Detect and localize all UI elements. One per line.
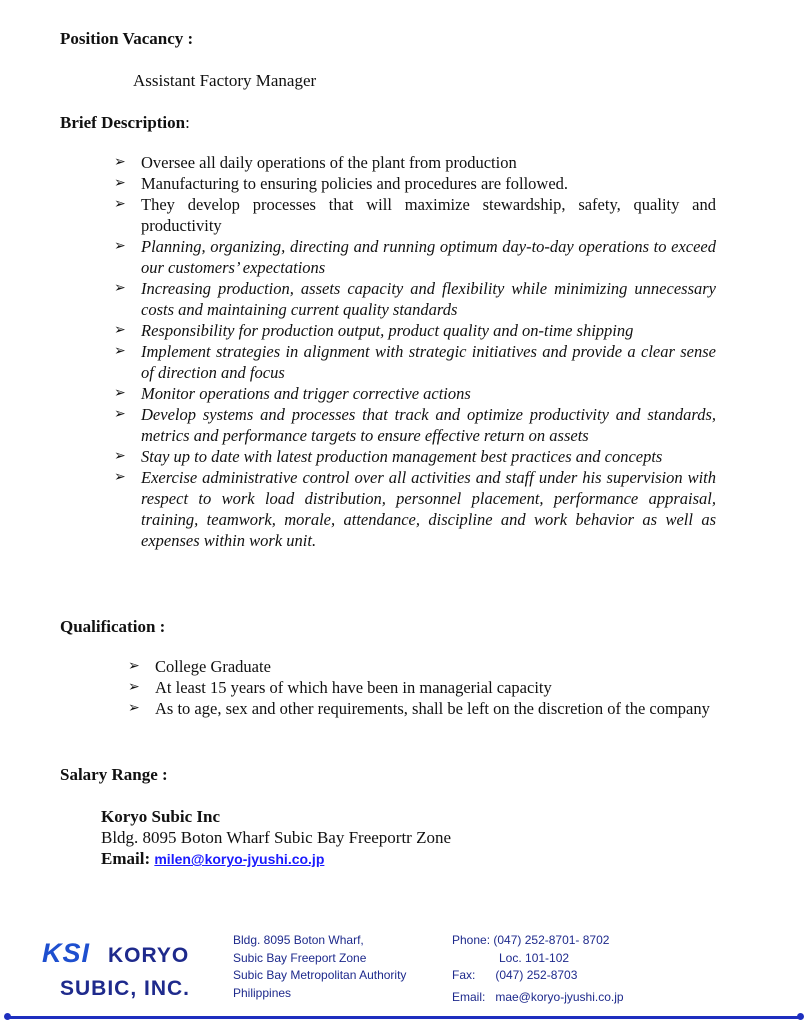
description-item-text: Oversee all daily operations of the plant from production [141, 153, 517, 172]
arrow-bullet-icon: ➢ [114, 385, 126, 401]
logo-subic-text: SUBIC, INC. [60, 977, 191, 1000]
arrow-bullet-icon: ➢ [114, 448, 126, 464]
arrow-bullet-icon: ➢ [128, 700, 140, 716]
position-vacancy-heading: Position Vacancy : [60, 29, 194, 48]
description-item [114, 341, 716, 383]
company-name: Koryo Subic Inc [101, 807, 221, 826]
qualification-item-text: College Graduate [155, 657, 271, 676]
arrow-bullet-icon: ➢ [114, 406, 126, 422]
arrow-bullet-icon: ➢ [114, 196, 126, 212]
arrow-bullet-icon: ➢ [114, 322, 126, 338]
company-contact-block [101, 806, 451, 870]
footer-rule-dot-left [4, 1013, 11, 1020]
footer-rule [8, 1016, 800, 1019]
salary-range-heading: Salary Range : [60, 765, 168, 784]
logo-koryo-text: KORYO [108, 944, 190, 967]
qualification-item [128, 698, 716, 719]
arrow-bullet-icon: ➢ [114, 280, 126, 296]
description-item-text: Increasing production, assets capacity and flexibility while minimizing unnecessary costs and maintaining current quality standards [141, 279, 716, 319]
brief-description-label: Brief Description [60, 113, 186, 132]
description-item [114, 383, 716, 404]
footer-email[interactable]: Email: mae@koryo-jyushi.co.jp [452, 989, 624, 1004]
arrow-bullet-icon: ➢ [114, 175, 126, 191]
description-item-text: Stay up to date with latest production management best practices and concepts [141, 447, 663, 466]
description-item [114, 278, 716, 320]
description-item [114, 152, 716, 173]
qualification-item-text: As to age, sex and other requirements, shall be left on the discretion of the company [155, 699, 710, 718]
company-email-line [101, 848, 451, 870]
footer-rule-dot-right [797, 1013, 804, 1020]
footer-address-line: Subic Bay Freeport Zone [233, 950, 367, 965]
description-item [114, 236, 716, 278]
arrow-bullet-icon: ➢ [128, 658, 140, 674]
description-item [114, 320, 716, 341]
brief-description-heading [60, 113, 190, 133]
company-email-label: Email: [101, 849, 151, 868]
description-item-text: Develop systems and processes that track and optimize productivity and standards, metrics and performance targets to ensure effective return on assets [141, 405, 716, 445]
description-item-text: They develop processes that will maximize stewardship, safety, quality and productivity [141, 195, 716, 235]
description-item [114, 173, 716, 194]
qualification-item [128, 677, 716, 698]
footer-address-line: Bldg. 8095 Boton Wharf, [233, 933, 364, 947]
position-title: Assistant Factory Manager [133, 71, 317, 90]
company-email-link[interactable]: milen@koryo-jyushi.co.jp [154, 851, 325, 867]
footer-fax: Fax: (047) 252-8703 [452, 968, 578, 982]
description-item [114, 467, 716, 551]
qualification-item [128, 656, 716, 677]
description-item-text: Responsibility for production output, product quality and on-time shipping [141, 321, 634, 340]
description-item-text: Monitor operations and trigger corrective actions [141, 384, 471, 403]
footer-address-line: Subic Bay Metropolitan Authority [233, 968, 407, 982]
footer-address-line: Philippines [233, 985, 292, 1000]
company-address: Bldg. 8095 Boton Wharf Subic Bay Freeportr Zone [101, 828, 452, 847]
arrow-bullet-icon: ➢ [128, 679, 140, 695]
qualification-item-text: At least 15 years of which have been in managerial capacity [155, 678, 552, 697]
brief-description-colon: : [185, 113, 190, 132]
qualification-heading: Qualification : [60, 617, 166, 636]
description-item-text: Exercise administrative control over all activities and staff under his supervision with respect to work load distribution, personnel placement, performance appraisal, training, teamwork, morale, attendance, discipline and work behavior as well as expenses within work unit. [141, 468, 716, 550]
description-item [114, 446, 716, 467]
arrow-bullet-icon: ➢ [114, 469, 126, 485]
description-item-text: Planning, organizing, directing and running optimum day-to-day operations to exceed our customers’ expectations [141, 237, 716, 277]
arrow-bullet-icon: ➢ [114, 154, 126, 170]
description-item-text: Manufacturing to ensuring policies and procedures are followed. [141, 174, 569, 193]
arrow-bullet-icon: ➢ [114, 238, 126, 254]
description-item [114, 404, 716, 446]
company-logo [42, 938, 189, 969]
qualification-list [128, 656, 716, 719]
description-item-text: Implement strategies in alignment with strategic initiatives and provide a clear sense of direction and focus [141, 342, 716, 382]
footer-phone: Phone: (047) 252-8701- 8702 [452, 933, 610, 947]
description-list [114, 152, 716, 551]
footer-loc: Loc. 101-102 [499, 950, 570, 965]
footer-contact [452, 932, 624, 1006]
description-item [114, 194, 716, 236]
logo-ksi-text: KSI [42, 938, 91, 968]
arrow-bullet-icon: ➢ [114, 343, 126, 359]
footer-address [233, 932, 406, 1002]
